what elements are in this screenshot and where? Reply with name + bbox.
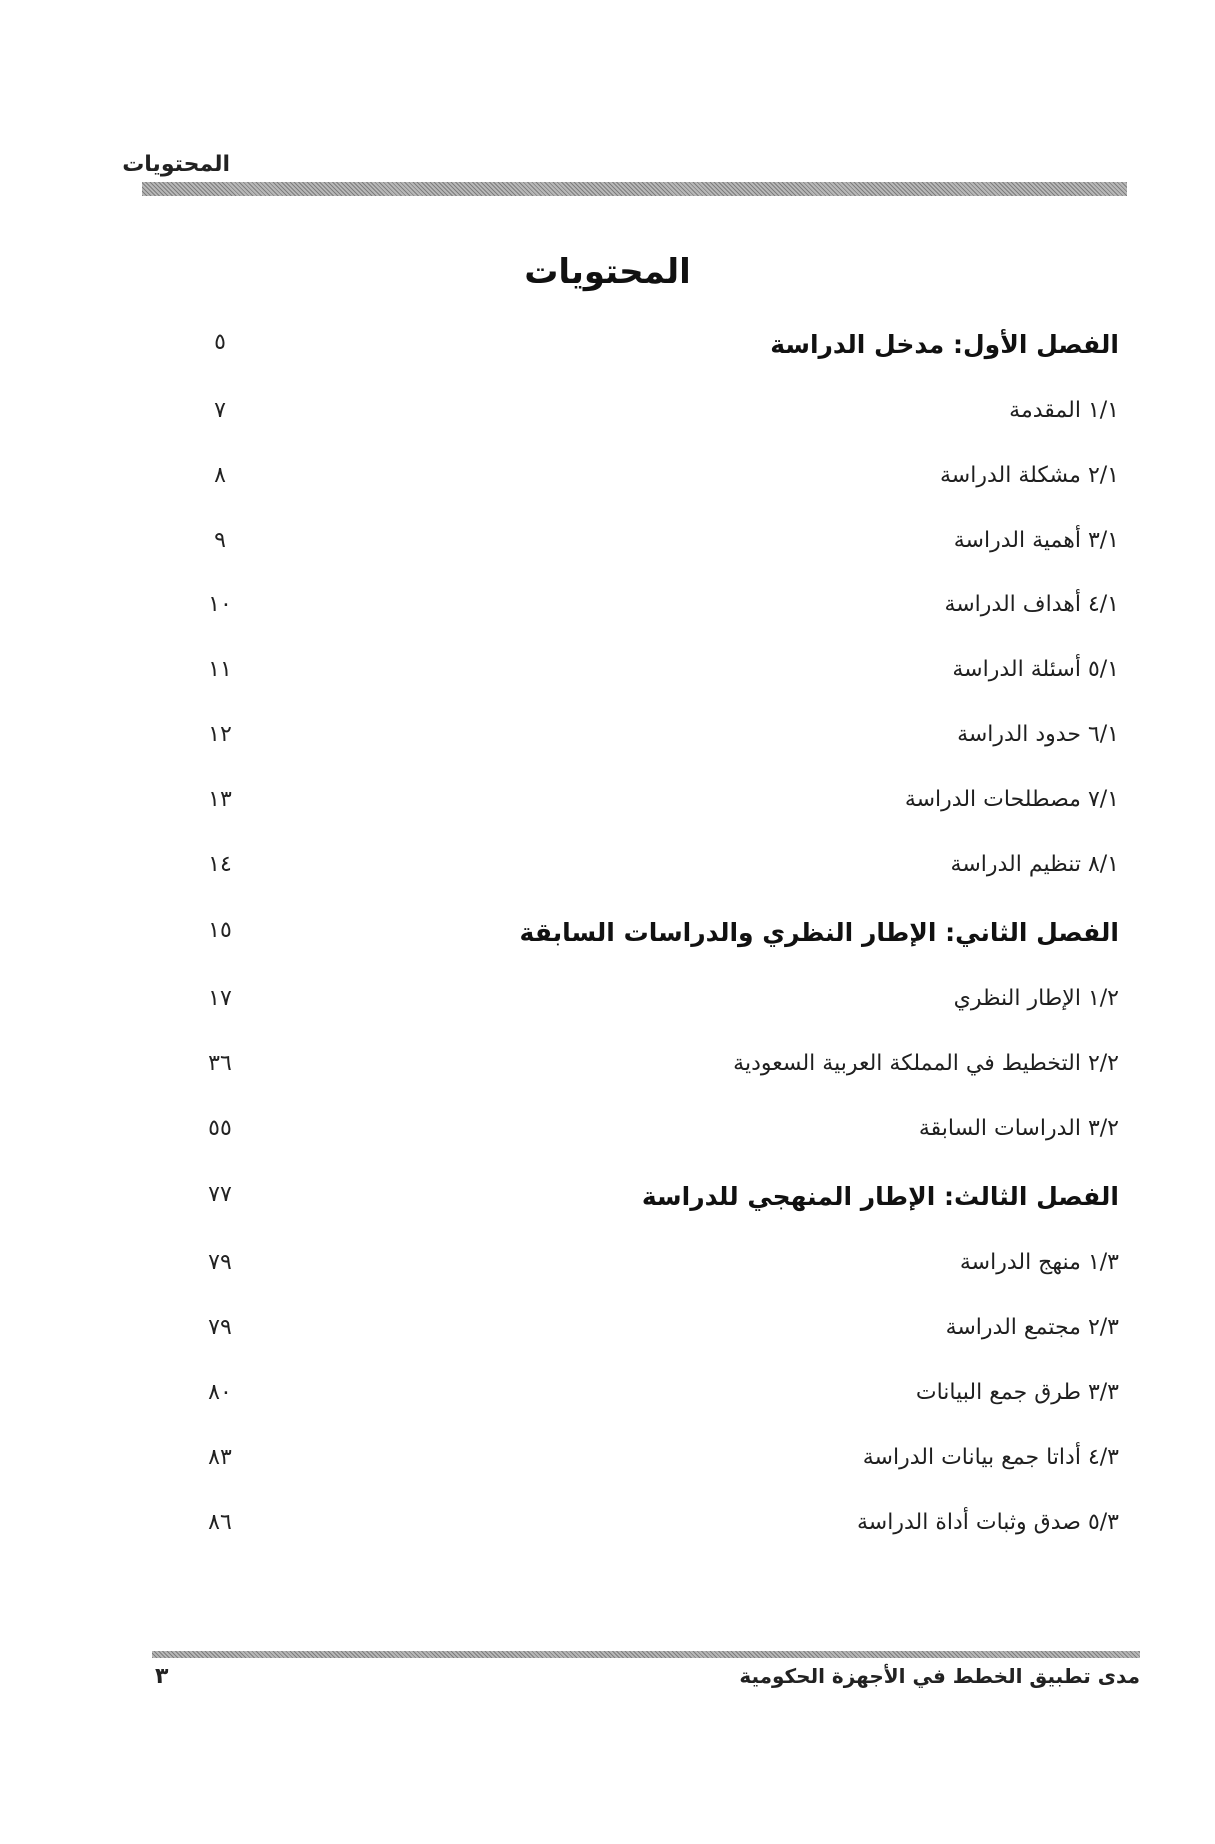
- toc-section: [0, 852, 1215, 896]
- toc-entry-label: ٢/١ مشكلة الدراسة: [940, 463, 1119, 488]
- toc-entry-page: ١٥: [208, 918, 232, 943]
- toc-entry-label: ١/٣ منهج الدراسة: [959, 1250, 1119, 1275]
- toc-section: [0, 1051, 1215, 1095]
- toc-chapter-1: [0, 330, 1215, 374]
- toc-entry-label: ٣/٣ طرق جمع البيانات: [915, 1380, 1119, 1405]
- toc-section: [0, 1380, 1215, 1424]
- toc-section: [0, 463, 1215, 507]
- toc-section: [0, 1445, 1215, 1489]
- toc-section: [0, 722, 1215, 766]
- toc-entry-label: ١/١ المقدمة: [1009, 398, 1119, 423]
- toc-chapter-3: [0, 1182, 1215, 1226]
- toc-entry-page: ١٣: [208, 787, 232, 812]
- toc-entry-page: ١٢: [208, 722, 232, 747]
- toc-entry-label: ٨/١ تنظيم الدراسة: [950, 852, 1119, 877]
- running-header: المحتويات: [122, 152, 230, 177]
- toc-section: [0, 398, 1215, 442]
- toc-entry-page: ١١: [208, 657, 232, 682]
- toc-entry-page: ٧٩: [208, 1315, 232, 1340]
- toc-section: [0, 1250, 1215, 1294]
- toc-section: [0, 592, 1215, 636]
- toc-section: [0, 1116, 1215, 1160]
- toc-entry-page: ١٤: [208, 852, 232, 877]
- toc-entry-page: ٧: [214, 398, 226, 423]
- toc-entry-label: ٢/٣ مجتمع الدراسة: [945, 1315, 1119, 1340]
- toc-entry-label: ٣/١ أهمية الدراسة: [953, 528, 1119, 553]
- toc-entry-page: ٨٠: [208, 1380, 232, 1405]
- toc-entry-page: ٨٣: [208, 1445, 232, 1470]
- toc-entry-page: ١٠: [208, 592, 232, 617]
- toc-entry-page: ٧٩: [208, 1250, 232, 1275]
- toc-entry-page: ٩: [214, 528, 226, 553]
- toc-entry-page: ١٧: [208, 986, 232, 1011]
- toc-entry-page: ٧٧: [208, 1182, 232, 1207]
- toc-section: [0, 528, 1215, 572]
- toc-chapter-2: [0, 918, 1215, 962]
- toc-entry-page: ٨: [214, 463, 226, 488]
- toc-entry-label: ٥/٣ صدق وثبات أداة الدراسة: [857, 1510, 1119, 1535]
- toc-entry-label: ٤/١ أهداف الدراسة: [944, 592, 1119, 617]
- toc-title: المحتويات: [524, 252, 691, 292]
- toc-entry-label: ٥/١ أسئلة الدراسة: [952, 657, 1119, 682]
- toc-section: [0, 1510, 1215, 1554]
- toc-entry-label: ٦/١ حدود الدراسة: [957, 722, 1119, 747]
- footer-rule: [152, 1651, 1140, 1658]
- toc-section: [0, 787, 1215, 831]
- footer-page-number: ٣: [155, 1664, 169, 1689]
- toc-section: [0, 986, 1215, 1030]
- toc-entry-label: ٢/٢ التخطيط في المملكة العربية السعودية: [733, 1051, 1119, 1076]
- toc-entry-page: ٥: [214, 330, 226, 355]
- toc-entry-label: ٤/٣ أداتا جمع بيانات الدراسة: [862, 1445, 1119, 1470]
- footer-book-title: مدى تطبيق الخطط في الأجهزة الحكومية: [739, 1664, 1140, 1688]
- toc-entry-label: الفصل الثالث: الإطار المنهجي للدراسة: [641, 1182, 1119, 1211]
- toc-entry-label: ٧/١ مصطلحات الدراسة: [904, 787, 1119, 812]
- toc-entry-label: ١/٢ الإطار النظري: [953, 986, 1119, 1011]
- toc-entry-page: ٥٥: [208, 1116, 232, 1141]
- toc-entry-label: ٣/٢ الدراسات السابقة: [918, 1116, 1119, 1141]
- toc-entry-label: الفصل الثاني: الإطار النظري والدراسات السابقة: [519, 918, 1119, 947]
- toc-section: [0, 1315, 1215, 1359]
- toc-entry-label: الفصل الأول: مدخل الدراسة: [770, 330, 1119, 359]
- toc-entry-page: ٨٦: [208, 1510, 232, 1535]
- toc-entry-page: ٣٦: [208, 1051, 232, 1076]
- toc-section: [0, 657, 1215, 701]
